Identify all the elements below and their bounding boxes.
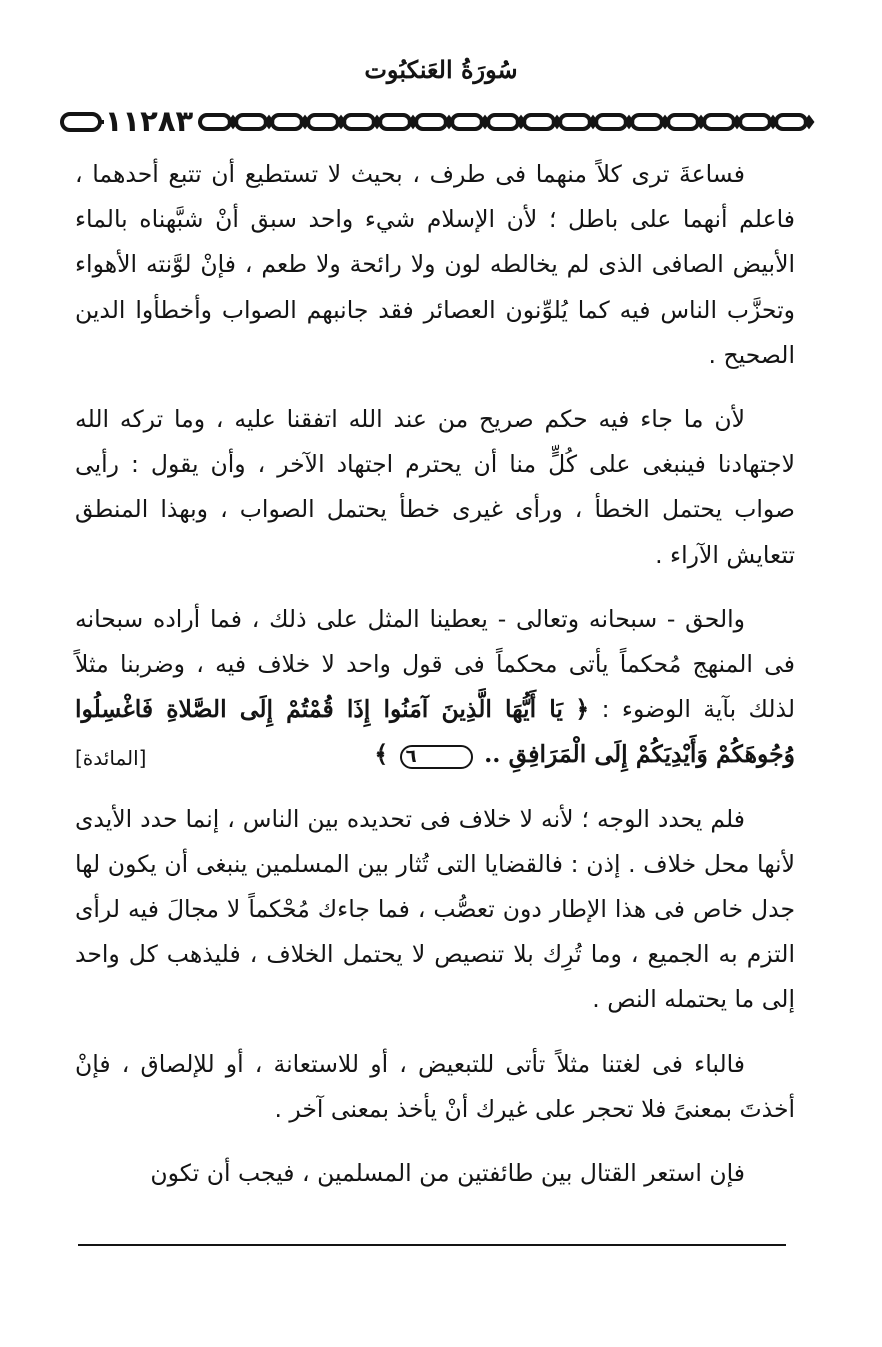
surah-title: سُورَةُ العَنكبُوت — [364, 55, 518, 84]
chain-link — [776, 115, 806, 129]
body-text — [75, 152, 795, 1215]
quran-verse-open-bracket: ﴿ — [575, 695, 590, 724]
quran-verse: يَا أَيُّهَا الَّذِينَ آمَنُوا إِذَا قُمْتُمْ إِلَى الصَّلاةِ فَاغْسِلُوا وُجُوهَكُمْ وَأَيْدِيَكُمْ إِلَى الْمَرَافِقِ .. — [75, 695, 795, 769]
chain-link — [560, 115, 590, 129]
paragraph: فلم يحدد الوجه ؛ لأنه لا خلاف فى تحديده بين الناس ، إنما حدد الأيدى لأنها محل خلاف . إذن : فالقضايا التى تُثار بين المسلمين ينبغى أن يكون لها جدل خاص فى هذا الإطار دون تعصُّب ، فما جاءك مُحْكماً لا مجالَ فيه لرأى التزم به الجميع ، وما تُرِك بلا تنصيص لا يحتمل الخلاف ، فليذهب كل واحد إلى ما يحتمله النص . — [75, 804, 795, 1014]
quran-verse-close-bracket: ﴾ — [374, 740, 389, 769]
chain-link — [740, 115, 770, 129]
chain-link — [344, 115, 374, 129]
chain-diamond — [806, 118, 812, 126]
chain-link — [452, 115, 482, 129]
chain-link — [488, 115, 518, 129]
paragraph-text: والحق - سبحانه وتعالى - يعطينا المثل على ذلك ، فما أراده سبحانه فى المنهج مُحكماً يأتى محكماً فى قول واحد لا خلاف فيه ، وضربنا مثلاً لذلك بآية الوضوء : — [75, 604, 795, 724]
wudu-paragraph — [75, 597, 795, 778]
ayah-number: ٦ — [400, 745, 473, 769]
chain-link — [632, 115, 662, 129]
chain-link — [200, 115, 230, 129]
chain-link — [380, 115, 410, 129]
chain-link — [524, 115, 554, 129]
chain-link — [272, 115, 302, 129]
paragraph: فالباء فى لغتنا مثلاً تأتى للتبعيض ، أو للاستعانة ، أو للإلصاق ، فإنْ أخذتَ بمعنىً فلا تحجر على غيرك أنْ يأخذ بمعنى آخر . — [75, 1049, 795, 1123]
surah-reference: [المائدة] — [75, 746, 147, 771]
chain-link — [416, 115, 446, 129]
chain-link — [236, 115, 266, 129]
chain-link — [596, 115, 626, 129]
paragraph: لأن ما جاء فيه حكم صريح من عند الله اتفقنا عليه ، وما تركه الله لاجتهادنا فينبغى على كُلٍّ منا أن يحترم اجتهاد الآخر ، وأن يقول : رأيى صواب يحتمل الخطأ ، ورأى غيرى خطأ يحتمل الصواب ، وبهذا المنطق تتعايش الآراء . — [75, 405, 795, 569]
chain-link — [668, 115, 698, 129]
chain-link — [704, 115, 734, 129]
page-number: ١١٢٨٣ — [104, 104, 194, 138]
chain-link — [308, 115, 338, 129]
paragraph: فإن استعر القتال بين طائفتين من المسلمين ، فيجب أن تكون — [150, 1159, 745, 1188]
bottom-rule — [78, 1244, 786, 1246]
paragraph: فساعةَ ترى كلاً منهما فى طرف ، بحيث لا تستطيع أن تتبع أحدهما ، فاعلم أنهما على باطل ؛ لأن الإسلام شيء واحد سبق أنْ شبَّهناه بالماء الأبيض الصافى الذى لم يخالطه لون ولا رائحة ولا طعم ، فإنْ لوَّنته الأهواء وتحزَّب الناس فيه كما يُلوِّنون العصائر فقد جانبهم الصواب وأخطأوا الدين الصحيح . — [75, 160, 795, 369]
